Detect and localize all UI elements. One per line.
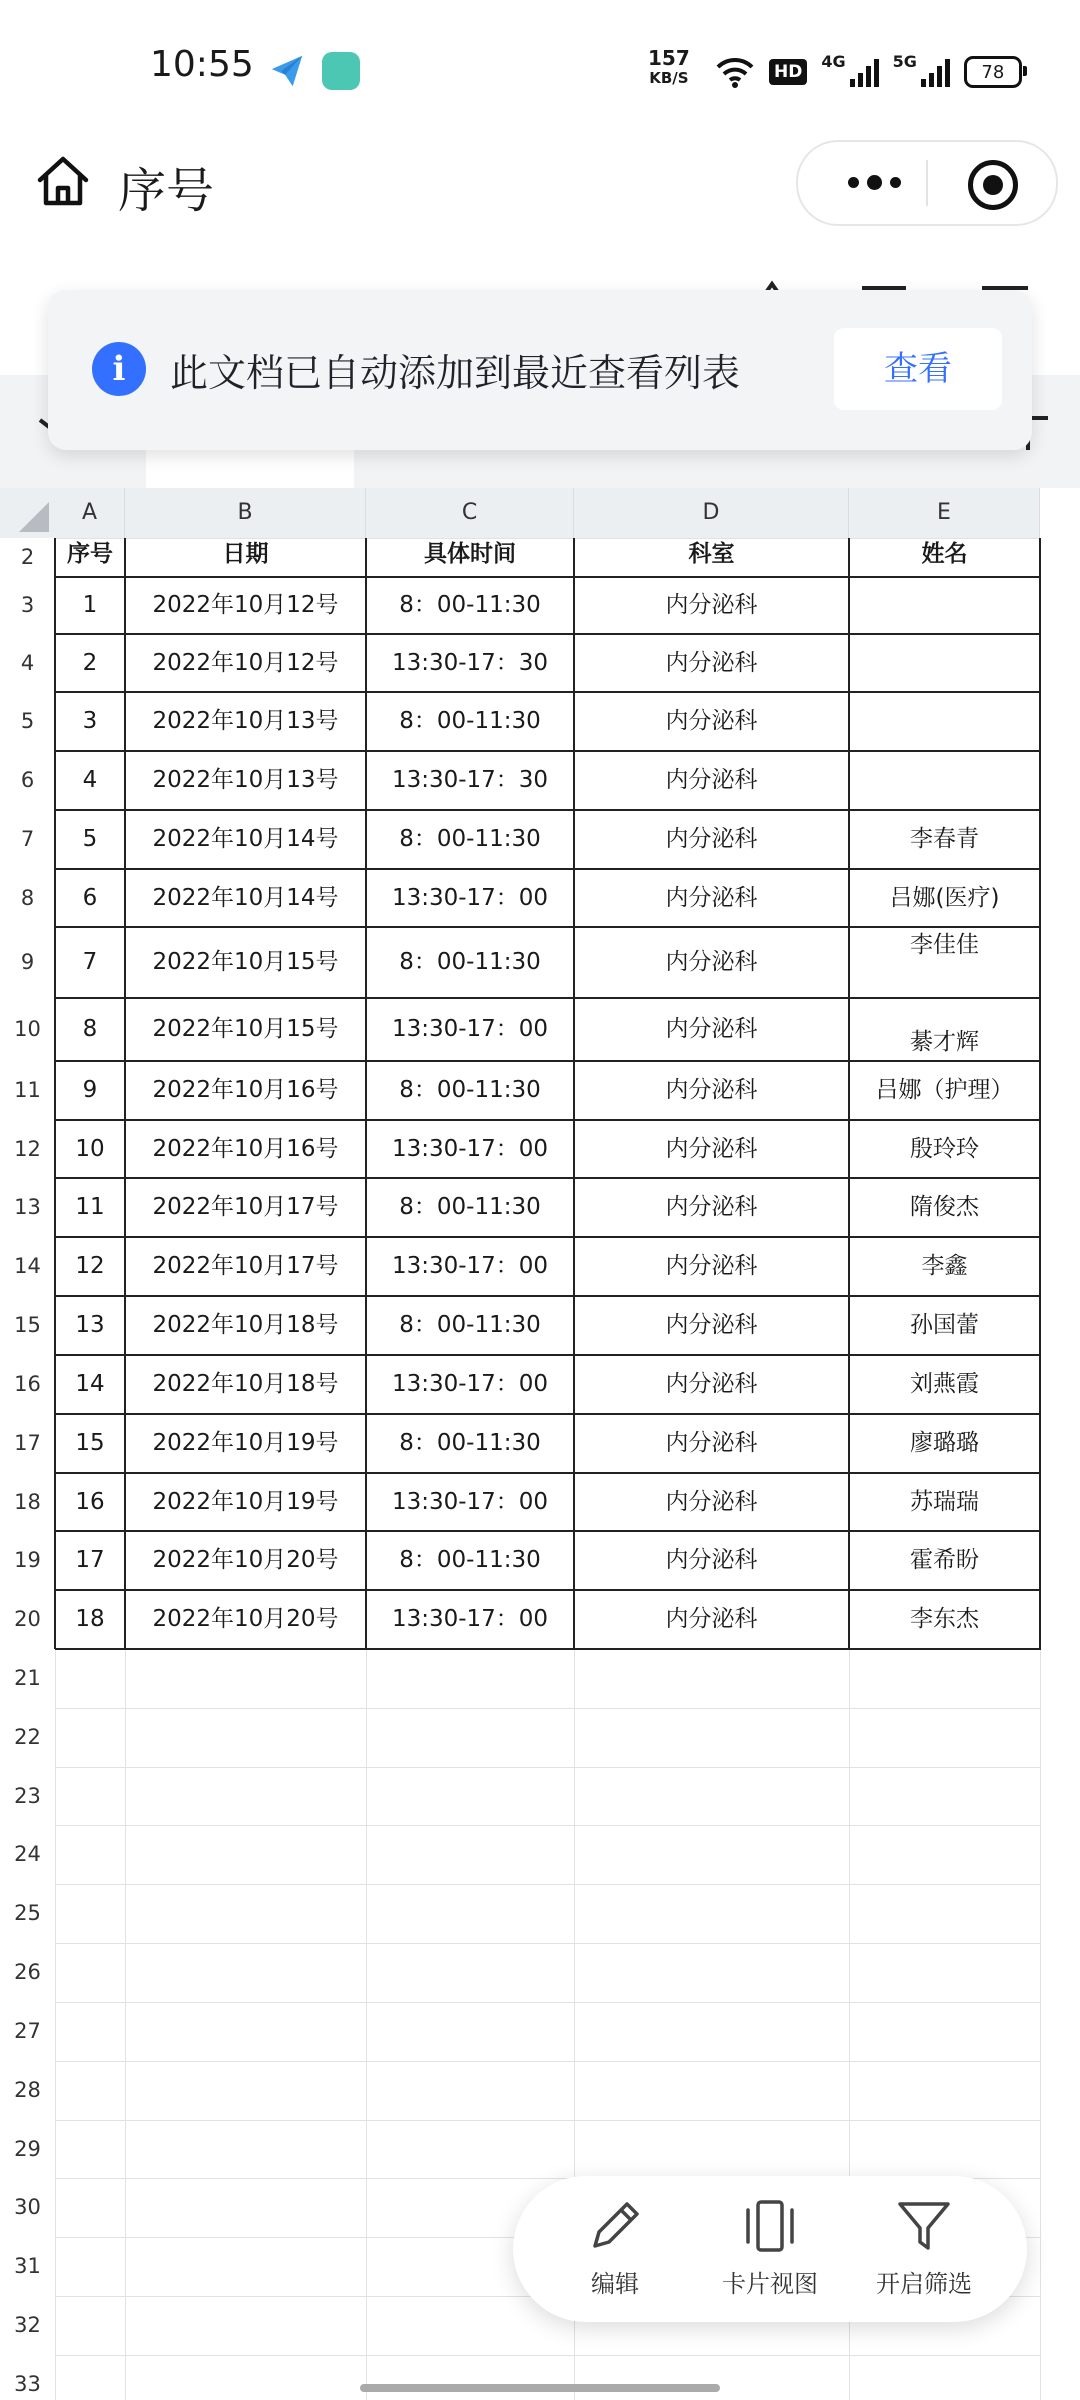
grid-line xyxy=(0,1708,1040,1709)
table-cell[interactable]: 7 xyxy=(82,949,98,975)
table-cell[interactable]: 内分泌科 xyxy=(665,1312,758,1338)
table-cell[interactable]: 2022年10月20号 xyxy=(152,1547,339,1573)
grid-line xyxy=(0,2061,1040,2062)
table-cell[interactable]: 14 xyxy=(75,1371,105,1397)
row-header[interactable]: 7 xyxy=(0,810,55,869)
table-cell[interactable]: 2022年10月16号 xyxy=(152,1077,339,1103)
auto-added-toast xyxy=(48,290,1032,450)
table-cell[interactable]: 内分泌科 xyxy=(665,1016,758,1042)
table-cell[interactable]: 8：00-11:30 xyxy=(399,949,541,975)
wifi-icon xyxy=(715,56,755,88)
filter-button[interactable] xyxy=(849,2196,999,2306)
row-header[interactable]: 28 xyxy=(0,2061,55,2120)
table-cell[interactable]: 13:30-17：00 xyxy=(391,1136,549,1162)
name-cell[interactable]: 刘燕霞 xyxy=(910,1371,979,1397)
signal-icon xyxy=(921,57,950,87)
name-cell[interactable]: 李东杰 xyxy=(910,1606,979,1632)
grid-line xyxy=(0,1825,1040,1826)
table-cell[interactable]: 8 xyxy=(82,1016,98,1042)
name-cell[interactable] xyxy=(849,692,1040,751)
row-header[interactable]: 17 xyxy=(0,1414,55,1473)
table-cell[interactable]: 内分泌科 xyxy=(665,1430,758,1456)
home-indicator[interactable] xyxy=(360,2384,720,2392)
row-header[interactable]: 26 xyxy=(0,1943,55,2002)
table-cell[interactable]: 9 xyxy=(82,1077,98,1103)
row-header[interactable]: 13 xyxy=(0,1178,55,1237)
table-cell[interactable]: 内分泌科 xyxy=(665,1077,758,1103)
row-header[interactable]: 18 xyxy=(0,1473,55,1531)
grid-line xyxy=(0,1884,1040,1885)
table-cell[interactable]: 内分泌科 xyxy=(665,1136,758,1162)
signal-icon xyxy=(850,57,879,87)
grid-line xyxy=(0,1767,1040,1768)
card-view-icon xyxy=(740,2196,800,2256)
table-cell[interactable]: 13:30-17：00 xyxy=(391,1016,549,1042)
app-notification-icon xyxy=(322,52,360,90)
table-cell[interactable]: 2022年10月16号 xyxy=(152,1136,339,1162)
table-cell[interactable]: 2022年10月14号 xyxy=(152,885,339,911)
table-cell[interactable]: 2022年10月13号 xyxy=(152,708,339,734)
table-cell[interactable]: 2022年10月12号 xyxy=(152,650,339,676)
battery-icon: 78 xyxy=(964,56,1022,88)
row-header[interactable]: 25 xyxy=(0,1884,55,1943)
name-cell[interactable]: 霍希盼 xyxy=(910,1547,979,1573)
name-cell[interactable] xyxy=(849,577,1040,634)
table-cell[interactable]: 2022年10月14号 xyxy=(152,826,339,852)
row-header[interactable]: 14 xyxy=(0,1237,55,1296)
table-cell[interactable]: 2022年10月18号 xyxy=(152,1312,339,1338)
table-cell[interactable]: 8：00-11:30 xyxy=(399,1194,541,1220)
table-cell[interactable]: 2022年10月18号 xyxy=(152,1371,339,1397)
table-cell[interactable]: 4 xyxy=(82,767,98,793)
column-header[interactable]: C xyxy=(366,488,574,538)
table-cell[interactable]: 8：00-11:30 xyxy=(399,826,541,852)
table-cell[interactable]: 内分泌科 xyxy=(665,708,758,734)
table-cell[interactable]: 2022年10月15号 xyxy=(152,1016,339,1042)
row-header[interactable]: 27 xyxy=(0,2002,55,2061)
floating-action-card xyxy=(513,2176,1027,2322)
table-cell[interactable]: 2022年10月13号 xyxy=(152,767,339,793)
table-cell[interactable]: 8：00-11:30 xyxy=(399,592,541,618)
table-cell[interactable]: 13:30-17：00 xyxy=(391,1371,549,1397)
status-time: 10:55 xyxy=(150,44,254,85)
row-header[interactable]: 22 xyxy=(0,1708,55,1767)
table-cell[interactable]: 内分泌科 xyxy=(665,885,758,911)
row-header[interactable]: 11 xyxy=(0,1061,55,1120)
close-target-icon[interactable] xyxy=(968,160,1018,210)
table-cell[interactable]: 内分泌科 xyxy=(665,1194,758,1220)
row-header[interactable]: 6 xyxy=(0,751,55,810)
row-header[interactable]: 20 xyxy=(0,1590,55,1649)
filter-label: 开启筛选 xyxy=(876,2270,972,2298)
row-header[interactable]: 23 xyxy=(0,1767,55,1825)
table-cell[interactable]: 17 xyxy=(75,1547,105,1573)
mini-program-capsule xyxy=(796,140,1058,226)
column-header[interactable]: A xyxy=(55,488,125,538)
name-cell[interactable]: 廖璐璐 xyxy=(910,1430,979,1456)
home-icon[interactable] xyxy=(34,152,92,210)
table-cell[interactable]: 内分泌科 xyxy=(665,1489,758,1515)
edit-button[interactable] xyxy=(540,2196,690,2306)
info-icon: i xyxy=(92,342,146,396)
row-header[interactable]: 8 xyxy=(0,869,55,927)
name-cell[interactable]: 吕娜(医疗) xyxy=(889,885,1000,911)
table-header-cell[interactable]: 序号 xyxy=(67,541,113,567)
row-header[interactable]: 31 xyxy=(0,2237,55,2296)
row-header[interactable]: 5 xyxy=(0,692,55,751)
card-view-button[interactable] xyxy=(695,2196,845,2306)
row-header[interactable]: 2 xyxy=(0,538,55,577)
table-cell[interactable]: 内分泌科 xyxy=(665,592,758,618)
view-recent-button[interactable]: 查看 xyxy=(834,328,1002,410)
network-5g-label: 5G xyxy=(892,52,917,71)
table-cell[interactable]: 内分泌科 xyxy=(665,650,758,676)
row-header[interactable]: 15 xyxy=(0,1296,55,1355)
row-header[interactable]: 30 xyxy=(0,2178,55,2237)
table-cell[interactable]: 13:30-17：30 xyxy=(391,767,549,793)
column-header[interactable]: B xyxy=(125,488,366,538)
select-all-corner[interactable] xyxy=(0,488,55,538)
row-header[interactable]: 33 xyxy=(0,2355,55,2400)
table-header-cell[interactable]: 具体时间 xyxy=(424,541,516,567)
name-cell[interactable] xyxy=(849,751,1040,810)
row-header[interactable]: 19 xyxy=(0,1531,55,1590)
table-cell[interactable]: 2022年10月19号 xyxy=(152,1430,339,1456)
table-cell[interactable]: 6 xyxy=(82,885,98,911)
name-cell[interactable]: 隋俊杰 xyxy=(910,1194,979,1220)
title-bar xyxy=(0,140,1080,260)
name-cell[interactable]: 苏瑞瑞 xyxy=(910,1489,979,1515)
table-header-cell[interactable]: 姓名 xyxy=(921,541,968,567)
table-cell[interactable]: 8：00-11:30 xyxy=(399,1312,541,1338)
row-header[interactable]: 29 xyxy=(0,2120,55,2178)
column-header[interactable]: E xyxy=(849,488,1040,538)
table-cell[interactable]: 1 xyxy=(82,592,98,618)
table-cell[interactable]: 18 xyxy=(75,1606,105,1632)
table-header-cell[interactable]: 日期 xyxy=(222,541,269,567)
row-header[interactable]: 4 xyxy=(0,634,55,692)
name-cell[interactable]: 殷玲玲 xyxy=(910,1136,979,1162)
table-cell[interactable]: 内分泌科 xyxy=(665,1606,758,1632)
table-cell[interactable]: 内分泌科 xyxy=(665,1547,758,1573)
capsule-divider xyxy=(926,160,928,206)
table-header-cell[interactable]: 科室 xyxy=(688,541,735,567)
more-icon[interactable] xyxy=(834,162,914,202)
toast-message: 此文档已自动添加到最近查看列表 xyxy=(170,351,741,395)
page-title: 序号 xyxy=(118,163,215,219)
table-cell[interactable]: 13:30-17：00 xyxy=(391,1606,549,1632)
row-header[interactable]: 21 xyxy=(0,1649,55,1708)
table-cell[interactable]: 2022年10月19号 xyxy=(152,1489,339,1515)
table-cell[interactable]: 3 xyxy=(82,708,98,734)
grid-line xyxy=(0,2120,1040,2121)
filter-icon xyxy=(894,2196,954,2256)
table-cell[interactable]: 内分泌科 xyxy=(665,949,758,975)
hd-voice-icon: HD xyxy=(769,59,807,85)
table-cell[interactable]: 13:30-17：00 xyxy=(391,1253,549,1279)
table-cell[interactable]: 内分泌科 xyxy=(665,1253,758,1279)
status-bar xyxy=(0,0,1080,140)
table-cell[interactable]: 12 xyxy=(75,1253,105,1279)
name-cell[interactable]: 綦才辉 xyxy=(910,1029,979,1055)
name-cell[interactable]: 李春青 xyxy=(910,826,979,852)
spreadsheet-grid[interactable] xyxy=(0,488,1080,2400)
row-header[interactable]: 12 xyxy=(0,1120,55,1178)
table-cell[interactable]: 8：00-11:30 xyxy=(399,708,541,734)
table-cell[interactable]: 5 xyxy=(82,826,98,852)
name-cell[interactable]: 孙国蕾 xyxy=(910,1312,979,1338)
card-view-label: 卡片视图 xyxy=(722,2270,818,2298)
table-cell[interactable]: 2022年10月17号 xyxy=(152,1253,339,1279)
row-header[interactable]: 16 xyxy=(0,1355,55,1414)
table-cell[interactable]: 10 xyxy=(75,1136,105,1162)
table-cell[interactable]: 内分泌科 xyxy=(665,1371,758,1397)
name-cell[interactable] xyxy=(849,634,1040,692)
table-cell[interactable]: 13:30-17：00 xyxy=(391,885,549,911)
table-cell[interactable]: 2022年10月15号 xyxy=(152,949,339,975)
table-cell[interactable]: 内分泌科 xyxy=(665,767,758,793)
name-cell[interactable]: 李佳佳 xyxy=(910,932,979,958)
row-header[interactable]: 9 xyxy=(0,927,55,998)
table-cell[interactable]: 8：00-11:30 xyxy=(399,1077,541,1103)
paper-plane-icon xyxy=(268,52,306,90)
table-cell[interactable]: 2022年10月20号 xyxy=(152,1606,339,1632)
table-cell[interactable]: 13 xyxy=(75,1312,105,1338)
row-header[interactable]: 10 xyxy=(0,998,55,1061)
table-cell[interactable]: 2 xyxy=(82,650,98,676)
network-4g-label: 4G xyxy=(821,52,846,71)
pencil-icon xyxy=(585,2196,645,2256)
table-cell[interactable]: 13:30-17：30 xyxy=(391,650,549,676)
edit-label: 编辑 xyxy=(591,2270,639,2298)
table-cell[interactable]: 13:30-17：00 xyxy=(391,1489,549,1515)
table-cell[interactable]: 8：00-11:30 xyxy=(399,1547,541,1573)
name-cell[interactable]: 吕娜（护理） xyxy=(875,1077,1014,1103)
grid-line xyxy=(0,2355,1040,2356)
table-cell[interactable]: 8：00-11:30 xyxy=(399,1430,541,1456)
row-header[interactable]: 24 xyxy=(0,1825,55,1884)
row-header[interactable]: 32 xyxy=(0,2296,55,2355)
table-cell[interactable]: 15 xyxy=(75,1430,105,1456)
row-header[interactable]: 3 xyxy=(0,577,55,634)
table-cell[interactable]: 2022年10月12号 xyxy=(152,592,339,618)
table-cell[interactable]: 2022年10月17号 xyxy=(152,1194,339,1220)
name-cell[interactable]: 李鑫 xyxy=(921,1253,968,1279)
table-cell[interactable]: 11 xyxy=(75,1194,105,1220)
table-cell[interactable]: 16 xyxy=(75,1489,105,1515)
grid-line xyxy=(0,1943,1040,1944)
column-header[interactable]: D xyxy=(574,488,849,538)
grid-line xyxy=(0,2002,1040,2003)
network-speed: 157 KB/S xyxy=(648,46,690,87)
table-cell[interactable]: 内分泌科 xyxy=(665,826,758,852)
